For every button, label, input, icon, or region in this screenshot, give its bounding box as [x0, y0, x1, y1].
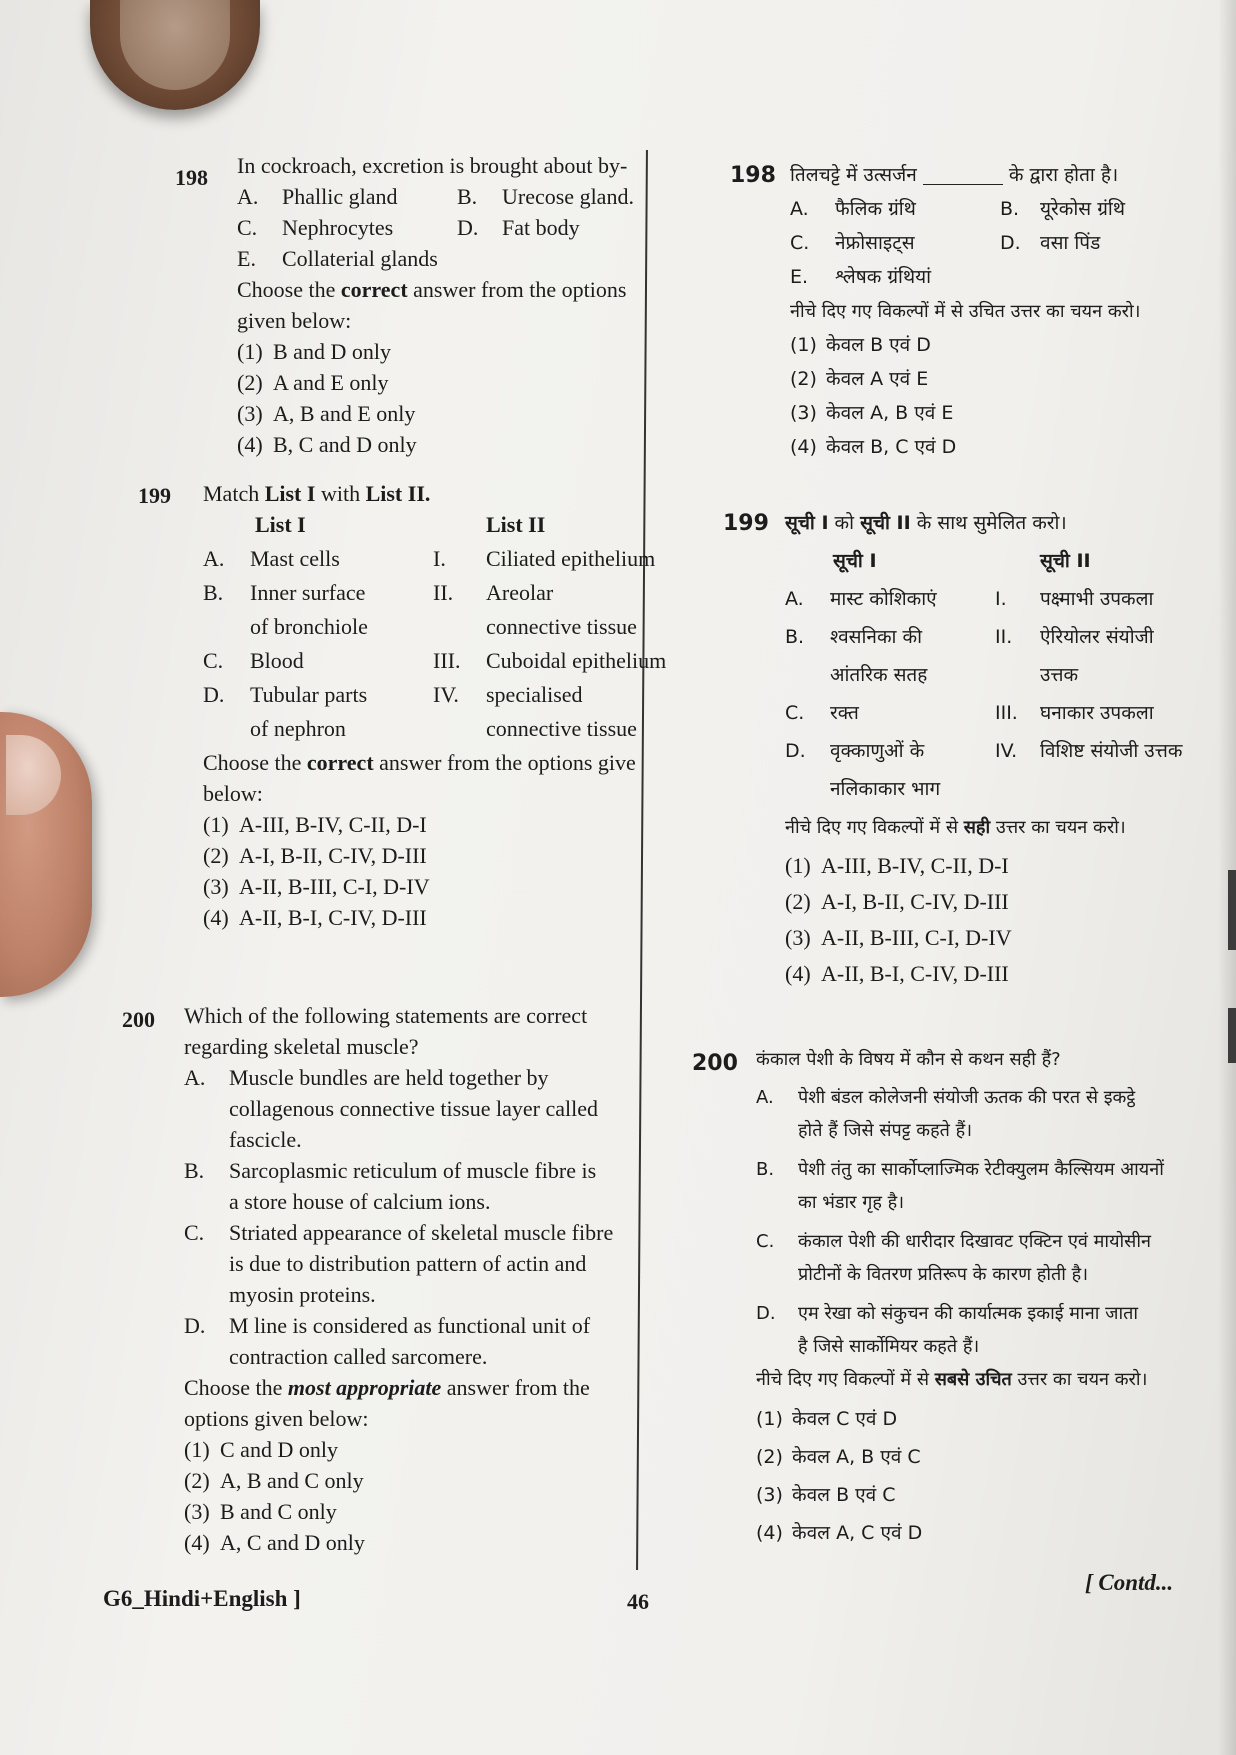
item-text: यूरेकोस ग्रंथि [1040, 198, 1125, 220]
question-number: 200 [692, 1051, 738, 1076]
item-label: A. [237, 184, 259, 209]
option[interactable]: (2) A-I, B-II, C-IV, D-III [785, 889, 1009, 914]
statement: D. M line is considered as functional unit of contraction called sarcomere. [184, 1313, 591, 1369]
answer-blank [923, 166, 1003, 185]
statement: B. पेशी तंतु का सार्कोप्लाज्मिक रेटीक्युलम कैल्सियम आयनों का भंडार गृह है। [756, 1159, 1164, 1213]
instruction: Choose the most appropriate answer from the [184, 1375, 590, 1400]
statement: B. Sarcoplasmic reticulum of muscle fibre is a store house of calcium ions. [184, 1158, 597, 1214]
option[interactable]: (4) A-II, B-I, C-IV, D-III [203, 905, 427, 930]
item-label: B. [1000, 198, 1020, 220]
item-text: फैलिक ग्रंथि [835, 198, 916, 220]
list1-header: List I [255, 512, 306, 537]
instruction-line: given below: [237, 308, 352, 333]
instruction: नीचे दिए गए विकल्पों में से उचित उत्तर का चयन करो। [790, 301, 1141, 322]
option[interactable]: (2) केवल A, B एवं C [756, 1446, 921, 1468]
match-row: D. Tubular parts IV. specialised [203, 682, 583, 707]
option[interactable]: (2) केवल A एवं E [790, 368, 929, 390]
item-label: E. [790, 266, 809, 288]
item-text: Phallic gland [282, 184, 398, 209]
question-stem: कंकाल पेशी के विषय में कौन से कथन सही हैं? [756, 1049, 1061, 1070]
option[interactable]: (4) A, C and D only [184, 1530, 365, 1555]
option[interactable]: (2) A, B and C only [184, 1468, 364, 1493]
edge-mark [1228, 1008, 1236, 1063]
option[interactable]: (1) B and D only [237, 339, 391, 364]
instruction-line: below: [203, 781, 263, 806]
question-number: 200 [122, 1007, 155, 1032]
question-stem: Match List I with List II. [203, 481, 431, 506]
item-label: D. [457, 215, 479, 240]
match-row: A. Mast cells I. Ciliated epithelium [203, 546, 656, 571]
item-text: Nephrocytes [282, 215, 394, 240]
option[interactable]: (3) केवल A, B एवं E [790, 402, 954, 424]
match-row: B. Inner surface II. Areolar [203, 580, 554, 605]
instruction: नीचे दिए गए विकल्पों में से सबसे उचित उत्तर का चयन करो। [756, 1369, 1148, 1390]
instruction: Choose the correct answer from the options give [203, 750, 636, 775]
match-row: D. वृक्काणुओं के IV. विशिष्ट संयोजी उत्तक [785, 740, 1183, 762]
option[interactable]: (3) B and C only [184, 1499, 337, 1524]
question-number: 199 [723, 511, 769, 536]
item-label: A. [790, 198, 809, 220]
statement: C. Striated appearance of skeletal muscle fibre is due to distribution pattern of actin and myosin proteins. [184, 1220, 614, 1307]
page-number: 46 [627, 1589, 649, 1614]
match-row: of bronchiole connective tissue [250, 614, 637, 639]
item-text: श्लेषक ग्रंथियां [835, 266, 932, 288]
match-row: B. श्वसनिका की II. ऐरियोलर संयोजी [785, 626, 1154, 648]
list1-header: सूची I [833, 550, 877, 572]
instruction: Choose the correct answer from the options [237, 277, 627, 302]
option[interactable]: (3) A, B and E only [237, 401, 416, 426]
continued-label: [ Contd... [1085, 1570, 1174, 1595]
option[interactable]: (2) A-I, B-II, C-IV, D-III [203, 843, 427, 868]
item-text: नेफ्रोसाइट्स [835, 232, 915, 254]
match-row: A. मास्ट कोशिकाएं I. पक्ष्माभी उपकला [785, 588, 1154, 610]
statement: A. Muscle bundles are held together by collagenous connective tissue layer called fascicle. [184, 1065, 598, 1152]
list2-header: List II [486, 512, 546, 537]
paper-code: G6_Hindi+English ] [103, 1586, 301, 1611]
statement: A. पेशी बंडल कोलेजनी संयोजी ऊतक की परत से इकट्ठे होते हैं जिसे संपट्ट कहते हैं। [756, 1087, 1136, 1141]
option[interactable]: (4) A-II, B-I, C-IV, D-III [785, 961, 1009, 986]
option[interactable]: (1) A-III, B-IV, C-II, D-I [785, 853, 1009, 878]
question-stem: regarding skeletal muscle? [184, 1034, 419, 1059]
option[interactable]: (4) केवल B, C एवं D [790, 436, 957, 458]
instruction-line: options given below: [184, 1406, 369, 1431]
item-label: C. [790, 232, 810, 254]
question-number: 199 [138, 483, 171, 508]
instruction: नीचे दिए गए विकल्पों में से सही उत्तर का चयन करो। [785, 817, 1126, 838]
option[interactable]: (1) C and D only [184, 1437, 338, 1462]
option[interactable]: (3) A-II, B-III, C-I, D-IV [785, 925, 1012, 950]
option[interactable]: (3) A-II, B-III, C-I, D-IV [203, 874, 430, 899]
item-text: Urecose gland. [502, 184, 634, 209]
item-text: Fat body [502, 215, 580, 240]
option[interactable]: (2) A and E only [237, 370, 389, 395]
item-label: B. [457, 184, 478, 209]
question-stem: In cockroach, excretion is brought about by- [237, 153, 628, 178]
match-row: C. Blood III. Cuboidal epithelium [203, 648, 667, 673]
option[interactable]: (1) केवल B एवं D [790, 334, 931, 356]
option[interactable]: (1) A-III, B-IV, C-II, D-I [203, 812, 427, 837]
option[interactable]: (1) केवल C एवं D [756, 1408, 898, 1430]
item-label: C. [237, 215, 258, 240]
option[interactable]: (3) केवल B एवं C [756, 1484, 896, 1506]
list2-header: सूची II [1040, 550, 1091, 572]
item-label: D. [1000, 232, 1021, 254]
question-stem: तिलचट्टे में उत्सर्जन के द्वारा होता है। [790, 164, 1119, 186]
item-text: वसा पिंड [1040, 232, 1101, 254]
item-label: E. [237, 246, 256, 271]
edge-mark [1228, 870, 1236, 950]
option[interactable]: (4) केवल A, C एवं D [756, 1522, 923, 1544]
match-row: of nephron connective tissue [250, 716, 637, 741]
match-row: नलिकाकार भाग [830, 778, 941, 800]
question-stem: Which of the following statements are correct [184, 1003, 588, 1028]
question-number: 198 [730, 163, 776, 188]
match-row: C. रक्त III. घनाकार उपकला [785, 702, 1154, 724]
match-row: आंतरिक सतह उत्तक [830, 664, 1079, 686]
question-stem: सूची I को सूची II के साथ सुमेलित करो। [785, 512, 1067, 534]
statement: D. एम रेखा को संकुचन की कार्यात्मक इकाई माना जाता है जिसे सार्कोमियर कहते हैं। [756, 1303, 1139, 1357]
option[interactable]: (4) B, C and D only [237, 432, 417, 457]
question-number: 198 [175, 165, 208, 190]
statement: C. कंकाल पेशी की धारीदार दिखावट एक्टिन एवं मायोसीन प्रोटीनों के वितरण प्रतिरूप के कारण होती है। [756, 1231, 1151, 1285]
item-text: Collaterial glands [282, 246, 438, 271]
